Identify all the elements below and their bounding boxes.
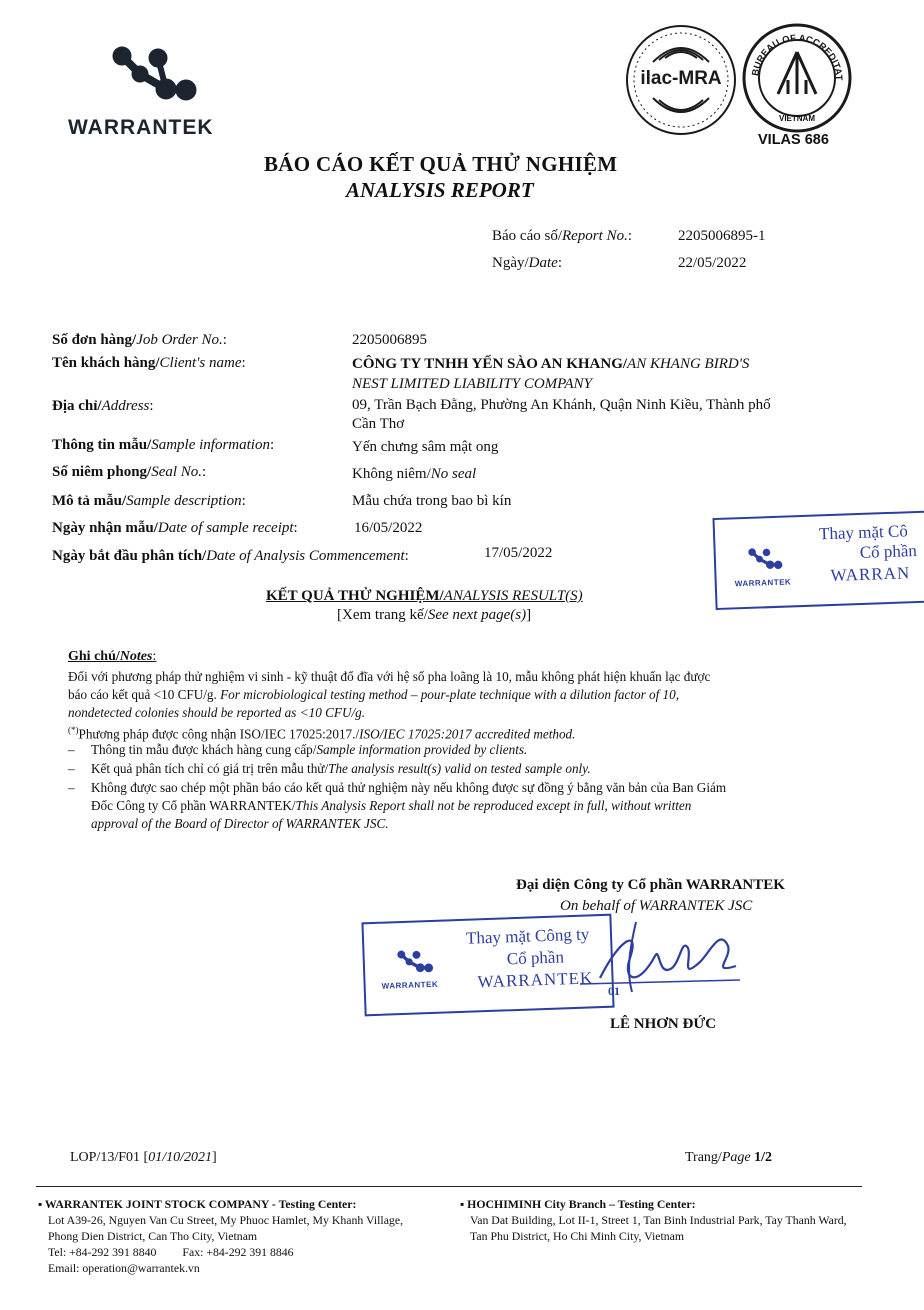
bullet-icon: ▪ — [38, 1197, 45, 1211]
handwritten-signature-icon — [560, 918, 760, 998]
signature-title-en: On behalf of WARRANTEK JSC — [560, 898, 753, 914]
stamp-logo-icon — [394, 948, 437, 976]
warrantek-logo — [68, 42, 243, 142]
stamp-logo-word: WARRANTEK — [381, 979, 439, 991]
note-item-3-line2: Đốc Công ty Cổ phần WARRANTEK/This Analysis Report shall not be reproduced except in full, without written — [91, 798, 692, 813]
ilac-text: ilac-MRA — [640, 68, 722, 89]
job-order-value: 2205006895 — [352, 332, 427, 348]
note-dash-1: – — [68, 742, 75, 757]
address-label: Địa chỉ/Address: — [52, 398, 154, 414]
branch-line2: Tan Phu District, Ho Chi Minh City, Vietnam — [470, 1229, 685, 1243]
footer-divider — [36, 1186, 862, 1187]
hq-phone: Tel: +84-292 391 8840 Fax: +84-292 391 8846 — [48, 1245, 294, 1259]
report-title-vi: BÁO CÁO KẾT QUẢ THỬ NGHIỆM — [264, 152, 618, 176]
sample-desc-value: Mẫu chứa trong bao bì kín — [352, 493, 512, 509]
job-order-label: Số đơn hàng/Job Order No.: — [52, 332, 227, 348]
note-item-3-line1: Không được sao chép một phần báo cáo kết quả thử nghiệm này nếu không được sự đồng ý bằng văn bản của Ban Giám — [91, 780, 727, 795]
analysis-date-label: Ngày bắt đầu phân tích/Date of Analysis Commencement: — [52, 548, 409, 564]
warrantek-logo-mark-icon — [106, 44, 206, 106]
bullet-icon: ▪ — [460, 1197, 468, 1211]
vilas-number: VILAS 686 — [758, 132, 829, 148]
boa-seal — [742, 22, 852, 134]
note-item-3-line3: approval of the Board of Director of WARRANTEK JSC. — [91, 816, 389, 831]
side-stamp-line1: Thay mặt Cô — [818, 521, 909, 544]
boa-ring-text: BUREAU OF ACCREDITAT — [750, 32, 845, 81]
client-value: CÔNG TY TNHH YẾN SÀO AN KHANG/AN KHANG BIRD'S NEST LIMITED LIABILITY COMPANY — [352, 356, 750, 392]
svg-text:BUREAU OF ACCREDITATION — [742, 22, 844, 81]
receipt-date-value: 16/05/2022 — [354, 520, 423, 536]
hq-email: Email: operation@warrantek.vn — [48, 1261, 200, 1275]
analysis-date-value: 17/05/2022 — [484, 545, 553, 561]
results-heading: KẾT QUẢ THỬ NGHIỆM/ANALYSIS RESULT(S) — [266, 588, 583, 604]
side-company-stamp — [712, 510, 924, 610]
address-value: 09, Trần Bạch Đằng, Phường An Khánh, Quận Ninh Kiều, Thành phố Cần Thơ — [352, 397, 771, 432]
hq-address-block — [38, 1196, 458, 1276]
note-para-2: báo cáo kết quả <10 CFU/g. For microbiological testing method – pour-plate technique with a dilution factor of 10, — [68, 687, 680, 702]
signature-initials: 01 — [608, 984, 620, 998]
side-stamp-logo-word: WARRANTEK — [734, 577, 792, 589]
date-value: 22/05/2022 — [678, 255, 747, 271]
sample-desc-label: Mô tả mẫu/Sample description: — [52, 493, 246, 509]
stamp-line2: Cổ phần — [506, 947, 565, 969]
receipt-date-label: Ngày nhận mẫu/Date of sample receipt: — [52, 520, 298, 536]
note-para-3: nondetected colonies should be reported as <10 CFU/g. — [68, 705, 366, 720]
sample-info-value: Yến chưng sâm mật ong — [352, 439, 499, 455]
seal-label: Số niêm phong/Seal No.: — [52, 464, 207, 480]
notes-heading: Ghi chú/Notes: — [68, 649, 157, 664]
branch-line1: Van Dat Building, Lot II-1, Street 1, Tan Binh Industrial Park, Tay Thanh Ward, — [470, 1213, 847, 1227]
boa-country: VIETNAM — [779, 114, 815, 123]
ilac-mra-seal — [625, 24, 737, 136]
date-label: Ngày/Date: — [492, 255, 563, 271]
form-code: LOP/13/F01 [01/10/2021] — [70, 1150, 217, 1165]
signer-name: LÊ NHƠN ĐỨC — [610, 1016, 717, 1032]
branch-title: ▪ HOCHIMINH City Branch – Testing Center: — [460, 1197, 696, 1211]
client-label: Tên khách hàng/Client's name: — [52, 355, 246, 371]
results-see-next: [Xem trang kế/See next page(s)] — [337, 607, 532, 623]
note-dash-2: – — [68, 761, 75, 776]
hq-line1: Lot A39-26, Nguyen Van Cu Street, My Phuoc Hamlet, My Khanh Village, — [48, 1213, 404, 1227]
report-title-en: ANALYSIS REPORT — [346, 178, 534, 202]
side-stamp-line2: Cổ phần — [859, 541, 918, 562]
stamp-line1: Thay mặt Công ty — [465, 924, 590, 948]
page-number: Trang/Page 1/2 — [685, 1150, 772, 1165]
brand-name: WARRANTEK — [68, 116, 214, 139]
seal-value: Không niêm/No seal — [352, 466, 477, 482]
signature-title-vi: Đại diện Công ty Cổ phần WARRANTEK — [516, 877, 785, 893]
note-item-1: Thông tin mẫu được khách hàng cung cấp/Sample information provided by clients. — [91, 742, 528, 757]
hq-title: ▪ WARRANTEK JOINT STOCK COMPANY - Testing Center: — [38, 1197, 357, 1211]
report-no-label: Báo cáo số/Report No.: — [492, 228, 632, 244]
hq-line2: Phong Dien District, Can Tho City, Vietnam — [48, 1229, 258, 1243]
note-para-4: (*)Phương pháp được công nhận ISO/IEC 17025:2017./ISO/IEC 17025:2017 accredited method. — [68, 725, 576, 742]
note-item-2: Kết quả phân tích chỉ có giá trị trên mẫu thử/The analysis result(s) valid on tested sample only. — [91, 761, 591, 776]
note-para-1: Đối với phương pháp thử nghiệm vi sinh - kỹ thuật đổ đĩa với hệ số pha loãng là 10, mẫu không phát hiện khuẩn lạc được — [68, 669, 711, 684]
branch-address-block — [460, 1196, 900, 1244]
report-no-value: 2205006895-1 — [678, 228, 766, 244]
stamp-logo-icon — [745, 546, 786, 573]
sample-info-label: Thông tin mẫu/Sample information: — [52, 437, 275, 453]
note-dash-3: – — [68, 780, 75, 795]
side-stamp-line3: WARRAN — [830, 563, 911, 586]
stamp-line3: WARRANTEK — [477, 968, 594, 992]
